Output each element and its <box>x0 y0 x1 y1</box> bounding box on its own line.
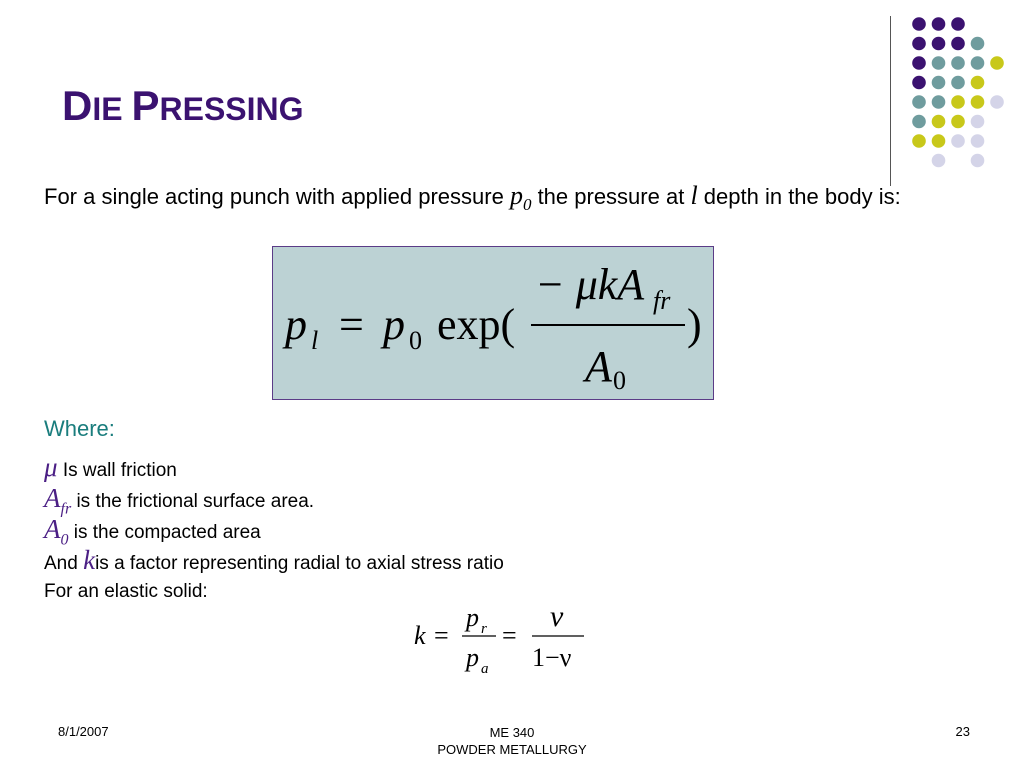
decorative-dot <box>951 95 965 109</box>
definition-mu: μ Is wall friction <box>44 452 177 482</box>
definition-afr: $A_{fr}$ is the frictional surface area. <box>44 483 315 518</box>
slide-title: DIE PRESSING <box>62 82 304 129</box>
decorative-dot <box>951 17 965 31</box>
k-eq-equals2: = <box>502 621 517 650</box>
k-eq-equals1: = <box>434 621 449 650</box>
elastic-solid-line: For an elastic solid: <box>44 581 208 602</box>
eq-denominator: A <box>585 342 612 391</box>
k-eq-k: k <box>414 621 426 650</box>
definitions-list <box>44 452 504 607</box>
decorative-dot <box>951 56 965 70</box>
var-p0: $p_0$ <box>509 181 532 215</box>
eq-lhs-p: p <box>285 300 307 349</box>
decorative-dot <box>912 17 926 31</box>
decorative-dot <box>912 95 926 109</box>
eq-p0: p <box>383 300 405 349</box>
decorative-dot <box>971 95 985 109</box>
decorative-dot <box>971 115 985 129</box>
decorative-dot <box>932 17 946 31</box>
footer-page-number: 23 <box>955 724 970 739</box>
footer-course: ME 340 POWDER METALLURGY <box>437 725 587 757</box>
decorative-dot <box>912 134 926 148</box>
decorative-dot <box>951 37 965 51</box>
definition-a0: $A_0$ is the compacted area <box>44 514 261 549</box>
decorative-dot <box>951 134 965 148</box>
definition-k: And kis a factor representing radial to axial stress ratio <box>44 545 504 575</box>
var-l: l <box>690 181 698 210</box>
decorative-dot <box>932 56 946 70</box>
decorative-dot <box>971 134 985 148</box>
decorative-dot <box>912 56 926 70</box>
decorative-dot <box>971 154 985 168</box>
decorative-dot-grid <box>905 10 1015 170</box>
eq-equals: = <box>339 300 364 349</box>
decorative-dot <box>990 95 1004 109</box>
eq-lhs-sub: l <box>311 326 319 355</box>
decorative-dot <box>932 134 946 148</box>
decorative-dot <box>951 115 965 129</box>
decorative-dot <box>932 76 946 90</box>
decorative-dot <box>932 37 946 51</box>
eq-exp: exp( <box>437 300 516 349</box>
eq-numerator-sub: fr <box>653 286 671 315</box>
pressure-equation <box>273 247 715 401</box>
decorative-dot <box>971 56 985 70</box>
k-eq-pa-sub: a <box>481 661 489 677</box>
decorative-dot <box>971 76 985 90</box>
decorative-dot <box>971 37 985 51</box>
k-eq-nu: ν <box>550 600 564 633</box>
k-eq-pa: p <box>466 643 479 672</box>
decorative-dot <box>912 115 926 129</box>
where-label: Where: <box>44 416 115 441</box>
decorative-dot <box>912 76 926 90</box>
decorative-dot <box>932 95 946 109</box>
k-eq-pr: p <box>466 603 479 632</box>
decorative-divider-line <box>890 16 891 186</box>
decorative-dot <box>932 154 946 168</box>
eq-numerator: − μkA <box>535 260 645 309</box>
intro-paragraph: For a single acting punch with applied pressure $p_0$ the pressure at l depth in the body is: <box>44 181 901 215</box>
decorative-dot <box>932 115 946 129</box>
k-equation <box>410 600 600 685</box>
eq-p0-sub: 0 <box>409 326 422 355</box>
footer-date: 8/1/2007 <box>58 724 109 739</box>
k-eq-denominator: 1−ν <box>532 643 572 672</box>
eq-close-paren: ) <box>687 300 702 349</box>
k-eq-pr-sub: r <box>481 621 487 637</box>
decorative-dot <box>912 37 926 51</box>
decorative-dot <box>990 56 1004 70</box>
pressure-equation-box <box>272 246 714 400</box>
decorative-dot <box>951 76 965 90</box>
eq-denominator-sub: 0 <box>613 366 626 395</box>
